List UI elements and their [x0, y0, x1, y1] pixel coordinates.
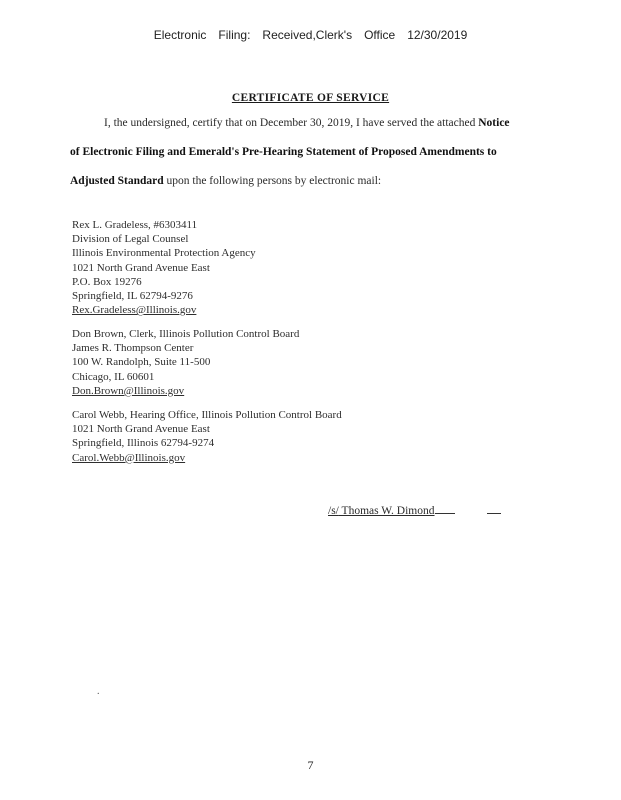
- address-line: 100 W. Randolph, Suite 11-500: [72, 356, 211, 369]
- email-link[interactable]: Carol.Webb@Illinois.gov: [72, 451, 186, 464]
- signature-text: [328, 505, 435, 517]
- signature-line: [328, 503, 501, 517]
- recipient-block-gradeless: [72, 218, 256, 317]
- email-link[interactable]: Rex.Gradeless@Illinois.gov: [72, 304, 197, 317]
- stamp-date: 12/30/2019: [407, 28, 468, 42]
- signature-name: Thomas W. Dimond: [338, 505, 435, 517]
- document-title: CERTIFICATE OF SERVICE: [231, 92, 390, 104]
- signature-prefix: /s/: [328, 505, 339, 517]
- address-line: P.O. Box 19276: [72, 275, 142, 288]
- address-line: Illinois Environmental Protection Agency: [72, 247, 256, 260]
- address-line: 1021 North Grand Avenue East: [72, 261, 210, 274]
- signature-trailing-line: [487, 503, 501, 514]
- stray-mark: .: [97, 686, 100, 697]
- address-line: James R. Thompson Center: [72, 342, 194, 355]
- address-line: Springfield, IL 62794-9276: [72, 290, 193, 303]
- address-line: 1021 North Grand Avenue East: [72, 423, 210, 436]
- intro-line-1: I, the undersigned, certify that on December 30, 2019, I have served the attached Notice: [104, 117, 510, 129]
- signature-underline: [435, 503, 455, 514]
- stamp-part-4: Office: [364, 28, 396, 42]
- stamp-part-2: Filing:: [218, 28, 251, 42]
- address-line: Division of Legal Counsel: [72, 233, 189, 246]
- address-line: Don Brown, Clerk, Illinois Pollution Control Board: [72, 328, 300, 340]
- recipient-block-brown: [72, 327, 299, 398]
- recipient-block-webb: [72, 408, 342, 465]
- page-number: 7: [307, 758, 314, 772]
- email-link[interactable]: Don.Brown@Illinois.gov: [72, 384, 185, 397]
- stamp-part-3: Received,Clerk's: [262, 28, 353, 42]
- filing-stamp: [0, 28, 621, 42]
- intro-line-3: Adjusted Standard upon the following persons by electronic mail:: [70, 175, 382, 187]
- address-line: Springfield, Illinois 62794-9274: [72, 437, 215, 450]
- stamp-part-1: Electronic: [153, 28, 207, 42]
- address-line: Rex L. Gradeless, #6303411: [72, 219, 198, 231]
- address-line: Carol Webb, Hearing Office, Illinois Pollution Control Board: [72, 409, 342, 421]
- address-line: Chicago, IL 60601: [72, 370, 155, 383]
- intro-line-2: of Electronic Filing and Emerald's Pre-Hearing Statement of Proposed Amendments to: [70, 146, 497, 158]
